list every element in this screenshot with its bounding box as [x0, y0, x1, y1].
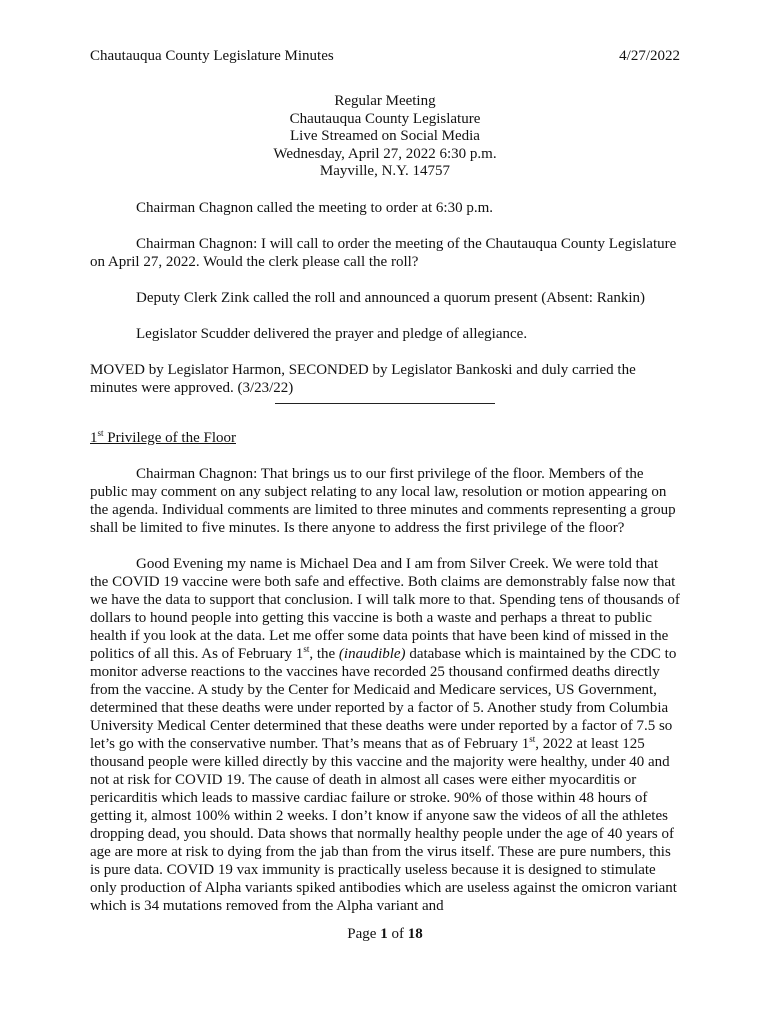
title-line: Wednesday, April 27, 2022 6:30 p.m. [273, 145, 497, 162]
page-number: 1 [380, 926, 388, 942]
page-footer [0, 924, 770, 944]
public-comment-paragraph [90, 555, 680, 915]
page-total: 18 [407, 926, 423, 942]
section-heading-text: Privilege of the Floor [103, 429, 236, 446]
page-of-label: of [387, 926, 408, 942]
section-heading [90, 429, 680, 447]
ordinal-suffix: st [529, 733, 536, 744]
privilege-intro-paragraph: Chairman Chagnon: That brings us to our first privilege of the floor. Members of the public may comment on any subject relating to any local law, resolution or motion appearing on the agenda. Individual comments are limited to three minutes and comments representing a group shall be limited to five minutes. Is there anyone to address the first privilege of the floor? [90, 465, 676, 536]
header-date: 4/27/2022 [619, 48, 680, 64]
title-line: Live Streamed on Social Media [290, 128, 480, 144]
document-body [90, 93, 680, 933]
divider-wrap [90, 403, 680, 429]
speech-part: , 2022 at least 125 thousand people were killed directly by this vaccine and the majority were healthy, under 40 and not at risk for COVID 19. The cause of death in almost all cases were either myocarditis or pericarditis which leads to massive cardiac failure or stroke. 90% of those within 48 hours of getting it, almost 100% within 2 weeks. I don’t know if anyone saw the videos of all the athletes dropping dead, you should. Data shows that normally healthy people under the age of 40 years of age are more at risk to dying from the jab than from the virus itself. These are pure numbers, this is pure data. COVID 19 vax immunity is practically useless because it is designed to stimulate only production of Alpha variants spiked antibodies which are useless against the omicron variant which is 34 mutations removed from the Alpha variant and [90, 735, 677, 914]
minutes-approval-paragraph: MOVED by Legislator Harmon, SECONDED by Legislator Bankoski and duly carried the minutes were approved. (3/23/22) [90, 361, 636, 396]
header-title: Chautauqua County Legislature Minutes [90, 48, 334, 64]
call-to-order-paragraph: Chairman Chagnon called the meeting to order at 6:30 p.m. [136, 199, 493, 216]
meeting-title-block [90, 93, 680, 181]
title-line: Chautauqua County Legislature [289, 110, 481, 127]
section-heading-suffix: st [97, 427, 104, 438]
speech-part: Good Evening my name is Michael Dea and I am from Silver Creek. We were told that the COVID 19 vaccine were both safe and effective. Both claims are demonstrably false now that we have the data to support that conclusion. I will talk more to that. Spending tens of thousands of dollars to hound people into getting this vaccine is both a waste and perhaps a threat to public health if you look at the data. Let me offer some data points that have been kind of missed in the politics of all this. As of February 1 [90, 555, 680, 662]
roll-call-paragraph: Deputy Clerk Zink called the roll and announced a quorum present (Absent: Rankin) [136, 289, 646, 306]
speech-part: , the [309, 645, 339, 662]
ordinal-suffix: st [303, 643, 310, 654]
prayer-paragraph: Legislator Scudder delivered the prayer and pledge of allegiance. [136, 325, 528, 342]
title-line: Regular Meeting [334, 93, 436, 109]
inaudible-note: (inaudible) [338, 645, 406, 662]
chairman-call-paragraph: Chairman Chagnon: I will call to order the meeting of the Chautauqua County Legislature on April 27, 2022. Would the clerk please call the roll? [90, 235, 677, 270]
page-label: Page [347, 926, 381, 942]
speech-part: database which is maintained by the CDC to monitor adverse reactions to the vaccines have recorded 25 thousand confirmed deaths directly from the vaccine. A study by the Center for Medicaid and Medicare services, US Government, determined that these deaths were under reported by a factor of 5. Another study from Columbia University Medical Center determined that these deaths were under reported by a factor of 7.5 so let’s go with the conservative number. That’s means that as of February 1 [90, 645, 677, 752]
title-line: Mayville, N.Y. 14757 [319, 163, 451, 179]
page-header [90, 46, 680, 66]
section-heading-number: 1 [90, 429, 98, 446]
horizontal-divider [275, 403, 495, 404]
